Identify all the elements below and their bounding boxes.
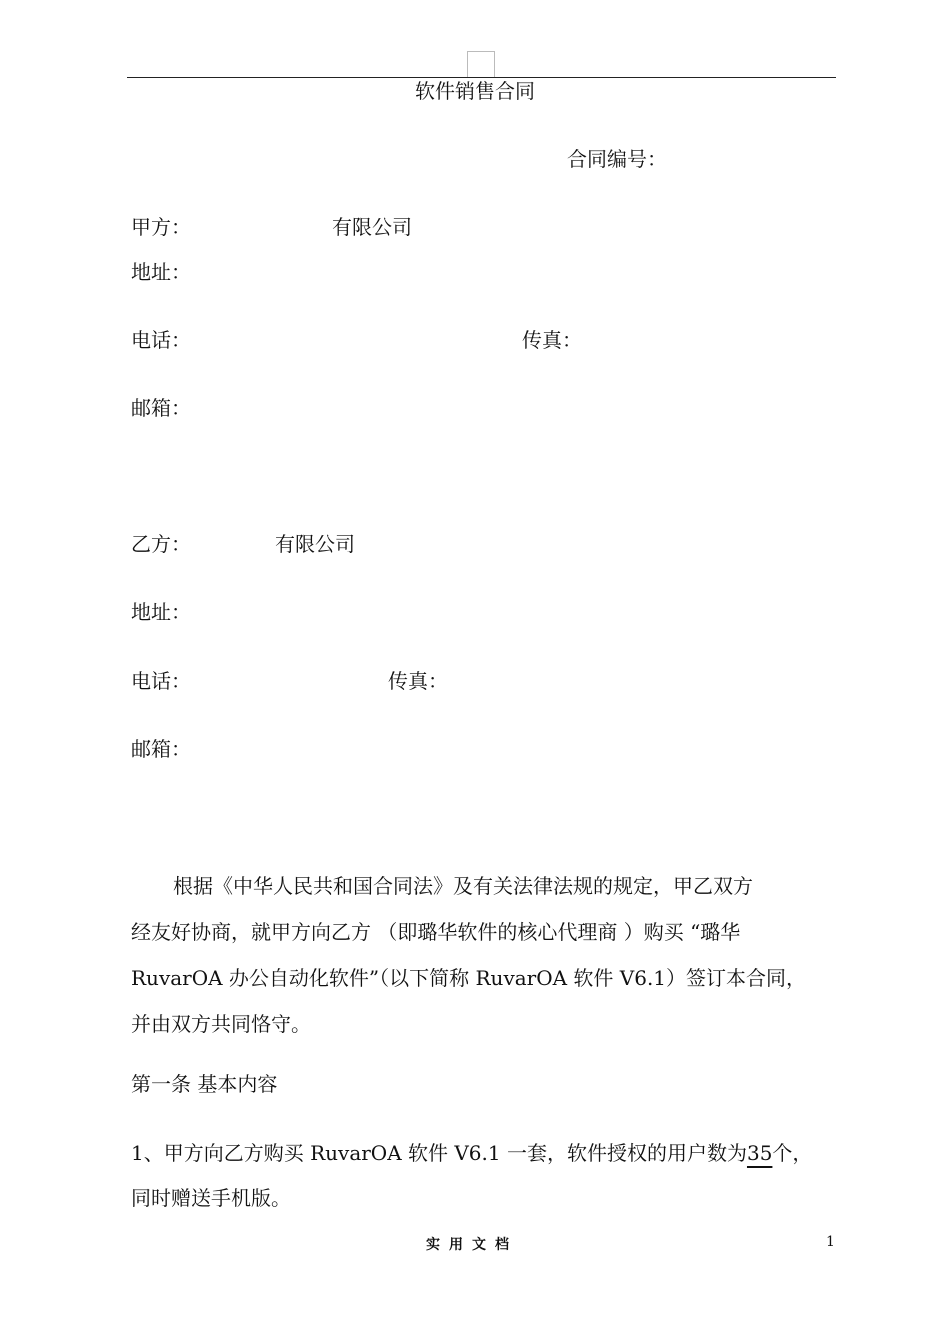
intro-line: RuvarOA 办公自动化软件”（以下简称 RuvarOA 软件 V6.1）签订本合同， bbox=[131, 966, 807, 990]
intro-paragraph bbox=[131, 863, 831, 1047]
user-count: 35 bbox=[746, 1141, 773, 1165]
intro-line: 经友好协商，就甲方向乙方 （即璐华软件的核心代理商 ）购买 “璐华 bbox=[131, 920, 741, 944]
intro-line: 并由双方共同恪守。 bbox=[131, 1012, 311, 1036]
party-b-label: 乙方： bbox=[131, 532, 191, 556]
contract-number-label: 合同编号： bbox=[567, 147, 667, 171]
intro-line: 根据《中华人民共和国合同法》及有关法律法规的规定，甲乙双方 bbox=[173, 874, 753, 898]
party-a-company: 有限公司 bbox=[332, 215, 412, 239]
party-b-company: 有限公司 bbox=[275, 532, 355, 556]
party-b-fax-label: 传真： bbox=[388, 669, 448, 693]
party-a-fax-label: 传真： bbox=[522, 328, 582, 352]
header-rule bbox=[127, 77, 836, 78]
party-b-email-label: 邮箱： bbox=[131, 737, 191, 761]
footer-text: 实用文档 bbox=[426, 1237, 518, 1253]
party-b-address-label: 地址： bbox=[131, 600, 191, 624]
party-a-label: 甲方： bbox=[131, 215, 191, 239]
item1-suffix: 个， bbox=[772, 1141, 813, 1165]
document-title: 软件销售合同 bbox=[415, 79, 535, 103]
party-b-phone-label: 电话： bbox=[131, 669, 191, 693]
header-box bbox=[467, 51, 495, 77]
party-a-phone-label: 电话： bbox=[131, 328, 191, 352]
article1-heading: 第一条 基本内容 bbox=[131, 1072, 278, 1096]
party-a-email-label: 邮箱： bbox=[131, 396, 191, 420]
party-a-address-label: 地址： bbox=[131, 260, 191, 284]
article1-item1-line2: 同时赠送手机版。 bbox=[131, 1186, 291, 1210]
article1-item1-line1 bbox=[131, 1141, 812, 1165]
item1-prefix: 1、甲方向乙方购买 RuvarOA 软件 V6.1 一套，软件授权的用户数为 bbox=[131, 1141, 747, 1165]
page-number: 1 bbox=[826, 1234, 835, 1250]
